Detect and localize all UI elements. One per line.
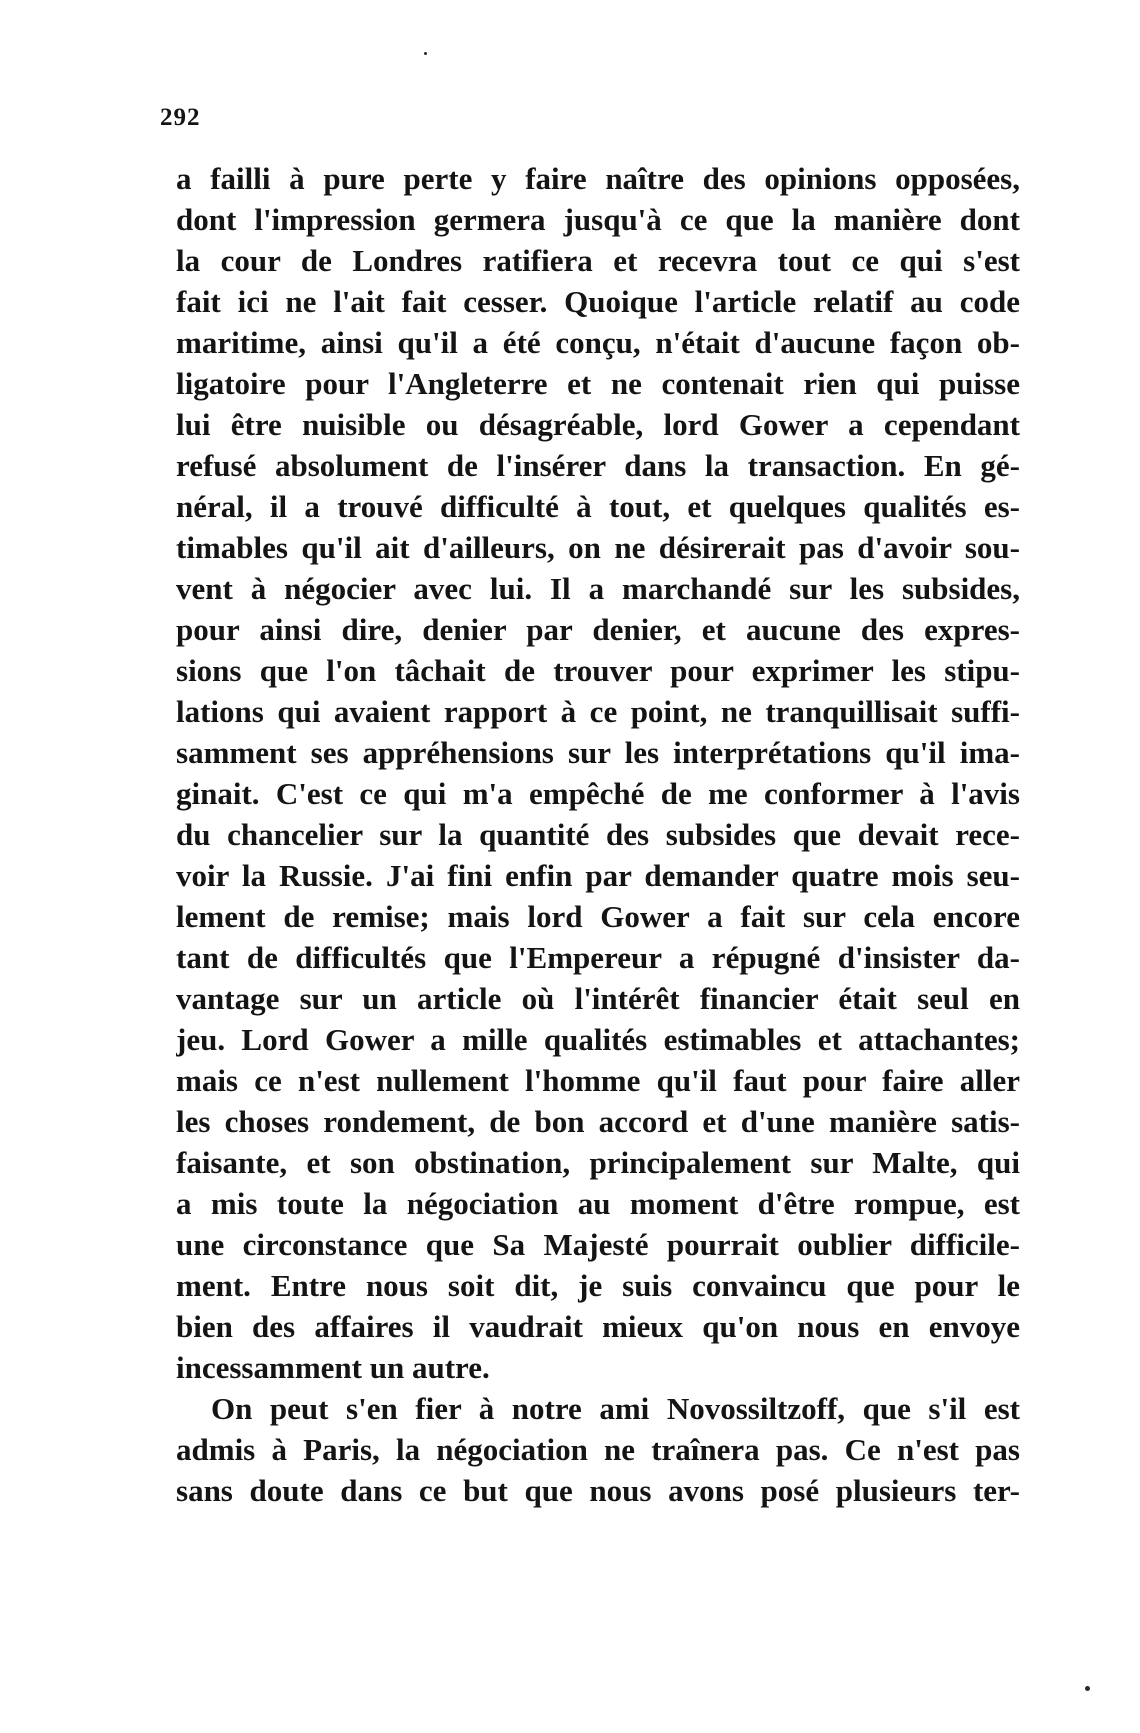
text-line: du chancelier sur la quantité des subsides que devait rece- xyxy=(176,817,1020,852)
text-line: jeu. Lord Gower a mille qualités estimables et attachantes; xyxy=(176,1022,1020,1057)
text-line: la cour de Londres ratifiera et recevra tout ce qui s'est xyxy=(176,243,1020,278)
text-line: admis à Paris, la négociation ne traînera pas. Ce n'est pas xyxy=(176,1432,1020,1467)
text-line: incessamment un autre. xyxy=(176,1350,490,1385)
text-line: a mis toute la négociation au moment d'être rompue, est xyxy=(176,1186,1020,1221)
paragraph xyxy=(176,158,1020,1388)
text-line: une circonstance que Sa Majesté pourrait oublier difficile- xyxy=(176,1227,1020,1262)
ink-speck xyxy=(1085,1686,1090,1691)
text-line: les choses rondement, de bon accord et d'une manière satis- xyxy=(176,1104,1020,1139)
text-line: lement de remise; mais lord Gower a fait sur cela encore xyxy=(176,899,1020,934)
text-line: bien des affaires il vaudrait mieux qu'on nous en envoye xyxy=(176,1309,1020,1344)
text-line: voir la Russie. J'ai fini enfin par demander quatre mois seu- xyxy=(176,858,1020,893)
text-line: mais ce n'est nullement l'homme qu'il faut pour faire aller xyxy=(176,1063,1020,1098)
text-line: néral, il a trouvé difficulté à tout, et quelques qualités es- xyxy=(176,489,1020,524)
text-line: lations qui avaient rapport à ce point, ne tranquillisait suffi- xyxy=(176,694,1020,729)
text-line: vantage sur un article où l'intérêt financier était seul en xyxy=(176,981,1020,1016)
text-line: timables qu'il ait d'ailleurs, on ne désirerait pas d'avoir sou- xyxy=(176,530,1020,565)
text-line: fait ici ne l'ait fait cesser. Quoique l'article relatif au code xyxy=(176,284,1020,319)
text-line: sans doute dans ce but que nous avons posé plusieurs ter- xyxy=(176,1473,1020,1508)
text-line: ment. Entre nous soit dit, je suis convaincu que pour le xyxy=(176,1268,1020,1303)
text-line: dont l'impression germera jusqu'à ce que la manière dont xyxy=(176,202,1020,237)
text-line: vent à négocier avec lui. Il a marchandé sur les subsides, xyxy=(176,571,1020,606)
body-text xyxy=(176,158,1020,1511)
text-line: ligatoire pour l'Angleterre et ne contenait rien qui puisse xyxy=(176,366,1020,401)
text-line: a failli à pure perte y faire naître des opinions opposées, xyxy=(176,161,1020,196)
text-line: samment ses appréhensions sur les interprétations qu'il ima- xyxy=(176,735,1020,770)
text-line: maritime, ainsi qu'il a été conçu, n'était d'aucune façon ob- xyxy=(176,325,1020,360)
paragraph xyxy=(176,1388,1020,1511)
text-line: sions que l'on tâchait de trouver pour exprimer les stipu- xyxy=(176,653,1020,688)
ink-speck xyxy=(424,52,427,55)
page-number: 292 xyxy=(160,104,201,131)
text-line: ginait. C'est ce qui m'a empêché de me conformer à l'avis xyxy=(176,776,1020,811)
text-line: faisante, et son obstination, principalement sur Malte, qui xyxy=(176,1145,1020,1180)
text-line: lui être nuisible ou désagréable, lord Gower a cependant xyxy=(176,407,1020,442)
text-line: refusé absolument de l'insérer dans la transaction. En gé- xyxy=(176,448,1020,483)
text-line: pour ainsi dire, denier par denier, et aucune des expres- xyxy=(176,612,1020,647)
text-line: On peut s'en fier à notre ami Novossiltzoff, que s'il est xyxy=(211,1391,1020,1426)
text-line: tant de difficultés que l'Empereur a répugné d'insister da- xyxy=(176,940,1020,975)
